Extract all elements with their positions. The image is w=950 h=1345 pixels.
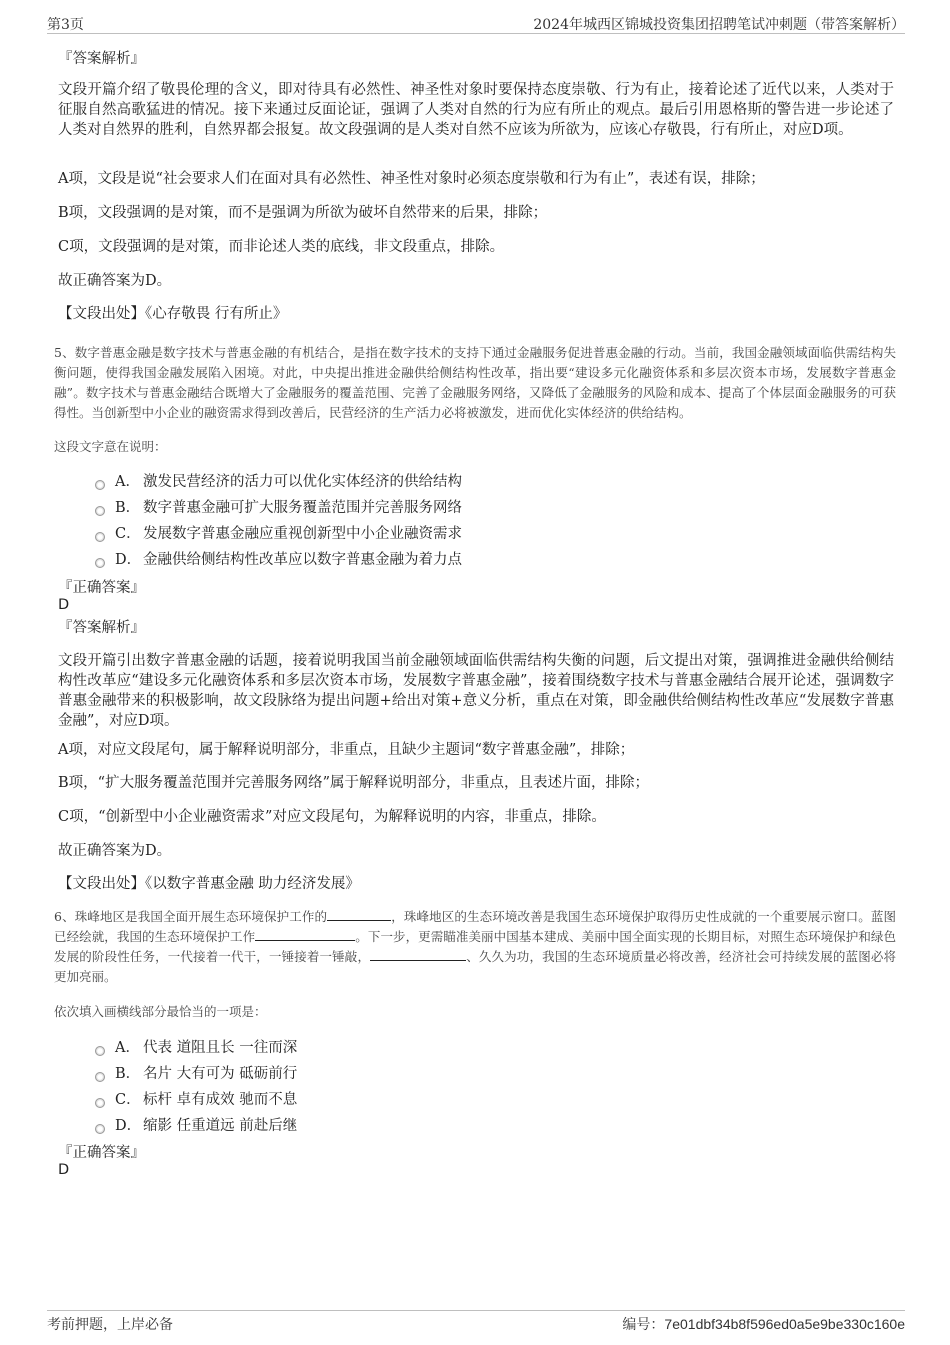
document-title: 2024年城西区锦城投资集团招聘笔试冲刺题（带答案解析） bbox=[533, 17, 905, 33]
radio-icon[interactable] bbox=[95, 1098, 105, 1108]
option-text: 缩影 任重道远 前赴后继 bbox=[143, 1118, 298, 1134]
radio-icon[interactable] bbox=[95, 1046, 105, 1056]
radio-icon[interactable] bbox=[95, 558, 105, 568]
analysis-label: 『答案解析』 bbox=[58, 51, 145, 67]
q6-option-d[interactable] bbox=[95, 1116, 297, 1136]
radio-icon[interactable] bbox=[95, 506, 105, 516]
option-letter: B． bbox=[115, 1066, 141, 1082]
q5-option-d[interactable] bbox=[95, 550, 462, 570]
analysis-option-c: C项，“创新型中小企业融资需求”对应文段尾句，为解释说明的内容，非重点，排除。 bbox=[58, 809, 606, 825]
q5-option-a[interactable] bbox=[95, 472, 462, 492]
correct-answer-value: D bbox=[58, 597, 70, 613]
option-text: 发展数字普惠金融应重视创新型中小企业融资需求 bbox=[143, 526, 462, 542]
q6-option-c[interactable] bbox=[95, 1090, 297, 1110]
stem-part-3: 。下一步，更需瞄准美丽中国基本建成、美丽中国全面实现的长期目标，对照生态环境保护和绿色发展的阶段性任务，一代接着一代干，一锤接着一锤敲， bbox=[54, 929, 896, 964]
blank-3[interactable] bbox=[370, 948, 466, 961]
question-6-prompt: 依次填入画横线部分最恰当的一项是： bbox=[54, 1004, 267, 1019]
radio-icon[interactable] bbox=[95, 532, 105, 542]
analysis-conclusion: 故正确答案为D。 bbox=[58, 843, 172, 859]
question-6-stem bbox=[54, 907, 896, 987]
header-divider bbox=[47, 33, 905, 34]
blank-1[interactable] bbox=[327, 908, 391, 921]
blank-2[interactable] bbox=[255, 928, 355, 941]
correct-answer-label: 『正确答案』 bbox=[58, 1145, 145, 1161]
code-value: 7e01dbf34b8f596ed0a5e9be330c160e bbox=[664, 1316, 905, 1332]
radio-icon[interactable] bbox=[95, 1072, 105, 1082]
analysis-text: 文段开篇引出数字普惠金融的话题，接着说明我国当前金融领域面临供需结构失衡的问题，后文提出对策，强调推进金融供给侧结构性改革应“建设多元化融资体系和多层次资本市场，发展数字普惠金融”，接着围绕数字技术与普惠金融结合展开论述，强调数字普惠金融带来的积极影响，故文段脉络为提出问题+给出对策+意义分析，重点在对策，即金融供给侧结构性改革应“发展数字普惠金融”，对应D项。 bbox=[58, 653, 894, 729]
document-code bbox=[622, 1314, 905, 1334]
option-text: 名片 大有可为 砥砺前行 bbox=[143, 1066, 298, 1082]
option-letter: C． bbox=[115, 526, 141, 542]
option-letter: D． bbox=[115, 1118, 142, 1134]
question-5-stem: 5、数字普惠金融是数字技术与普惠金融的有机结合，是指在数字技术的支持下通过金融服务促进普惠金融的行动。当前，我国金融领域面临供需结构失衡问题，使得我国金融发展陷入困境。对此，中央提出推进金融供给侧结构性改革，指出要“建设多元化融资体系和多层次资本市场，发展数字普惠金融”。数字技术与普惠金融结合既增大了金融服务的覆盖范围、完善了金融服务网络，又降低了金融服务的风险和成本、提高了个体层面金融服务的可获得性。当创新型中小企业的融资需求得到改善后，民营经济的生产活力必将被激发，进而优化实体经济的供给结构。 bbox=[54, 345, 896, 420]
source-citation: 【文段出处】《以数字普惠金融 助力经济发展》 bbox=[58, 876, 360, 892]
q5-option-b[interactable] bbox=[95, 498, 462, 518]
option-text: 标杆 卓有成效 驰而不息 bbox=[143, 1092, 298, 1108]
stem-part-2: ，珠峰地区的生态环境改善是我国生态环境保护取得历史性成就的一个重要展示窗口。蓝图已经绘就，我国的生态环境保护工作 bbox=[54, 909, 896, 944]
analysis-option-c: C项，文段强调的是对策，而非论述人类的底线，非文段重点，排除。 bbox=[58, 239, 505, 255]
radio-icon[interactable] bbox=[95, 480, 105, 490]
option-text: 数字普惠金融可扩大服务覆盖范围并完善服务网络 bbox=[143, 500, 462, 516]
option-text: 激发民营经济的活力可以优化实体经济的供给结构 bbox=[143, 474, 462, 490]
option-letter: D． bbox=[115, 552, 142, 568]
q6-option-b[interactable] bbox=[95, 1064, 297, 1084]
analysis-label: 『答案解析』 bbox=[58, 620, 145, 636]
option-text: 金融供给侧结构性改革应以数字普惠金融为着力点 bbox=[143, 552, 462, 568]
footer-slogan: 考前押题，上岸必备 bbox=[47, 1317, 173, 1333]
analysis-option-a: A项，文段是说“社会要求人们在面对具有必然性、神圣性对象时必须态度崇敬和行为有止”，表述有误，排除； bbox=[58, 171, 765, 187]
stem-part-1: 6、珠峰地区是我国全面开展生态环境保护工作的 bbox=[54, 909, 328, 924]
option-letter: C． bbox=[115, 1092, 141, 1108]
option-letter: A． bbox=[115, 474, 140, 490]
q5-option-c[interactable] bbox=[95, 524, 462, 544]
option-text: 代表 道阻且长 一往而深 bbox=[143, 1040, 298, 1056]
correct-answer-value: D bbox=[58, 1162, 70, 1178]
question-5-prompt: 这段文字意在说明： bbox=[54, 439, 167, 454]
option-letter: A． bbox=[115, 1040, 140, 1056]
analysis-conclusion: 故正确答案为D。 bbox=[58, 273, 172, 289]
analysis-text: 文段开篇介绍了敬畏伦理的含义，即对待具有必然性、神圣性对象时要保持态度崇敬、行为有止，接着论述了近代以来，人类对于征服自然高歌猛进的情况。接下来通过反面论证，强调了人类对自然的行为应有所止的观点。最后引用恩格斯的警告进一步论述了人类对自然界的胜利，自然界都会报复。故文段强调的是人类对自然不应该为所欲为，应该心存敬畏，行有所止，对应D项。 bbox=[58, 82, 894, 138]
code-label: 编号： bbox=[622, 1317, 665, 1333]
radio-icon[interactable] bbox=[95, 1124, 105, 1134]
q6-option-a[interactable] bbox=[95, 1038, 297, 1058]
analysis-option-b: B项，“扩大服务覆盖范围并完善服务网络”属于解释说明部分，非重点，且表述片面，排除； bbox=[58, 775, 649, 791]
footer-divider bbox=[47, 1310, 905, 1311]
source-citation: 【文段出处】《心存敬畏 行有所止》 bbox=[58, 306, 288, 322]
correct-answer-label: 『正确答案』 bbox=[58, 580, 145, 596]
analysis-option-a: A项，对应文段尾句，属于解释说明部分，非重点，且缺少主题词“数字普惠金融”，排除； bbox=[58, 742, 635, 758]
stem-part-4: 、久久为功，我国的生态环境质量必将改善，经济社会可持续发展的蓝图必将更加亮丽。 bbox=[54, 949, 896, 984]
analysis-option-b: B项，文段强调的是对策，而不是强调为所欲为破坏自然带来的后果，排除； bbox=[58, 205, 548, 221]
option-letter: B． bbox=[115, 500, 141, 516]
page-number: 第3页 bbox=[47, 17, 84, 33]
